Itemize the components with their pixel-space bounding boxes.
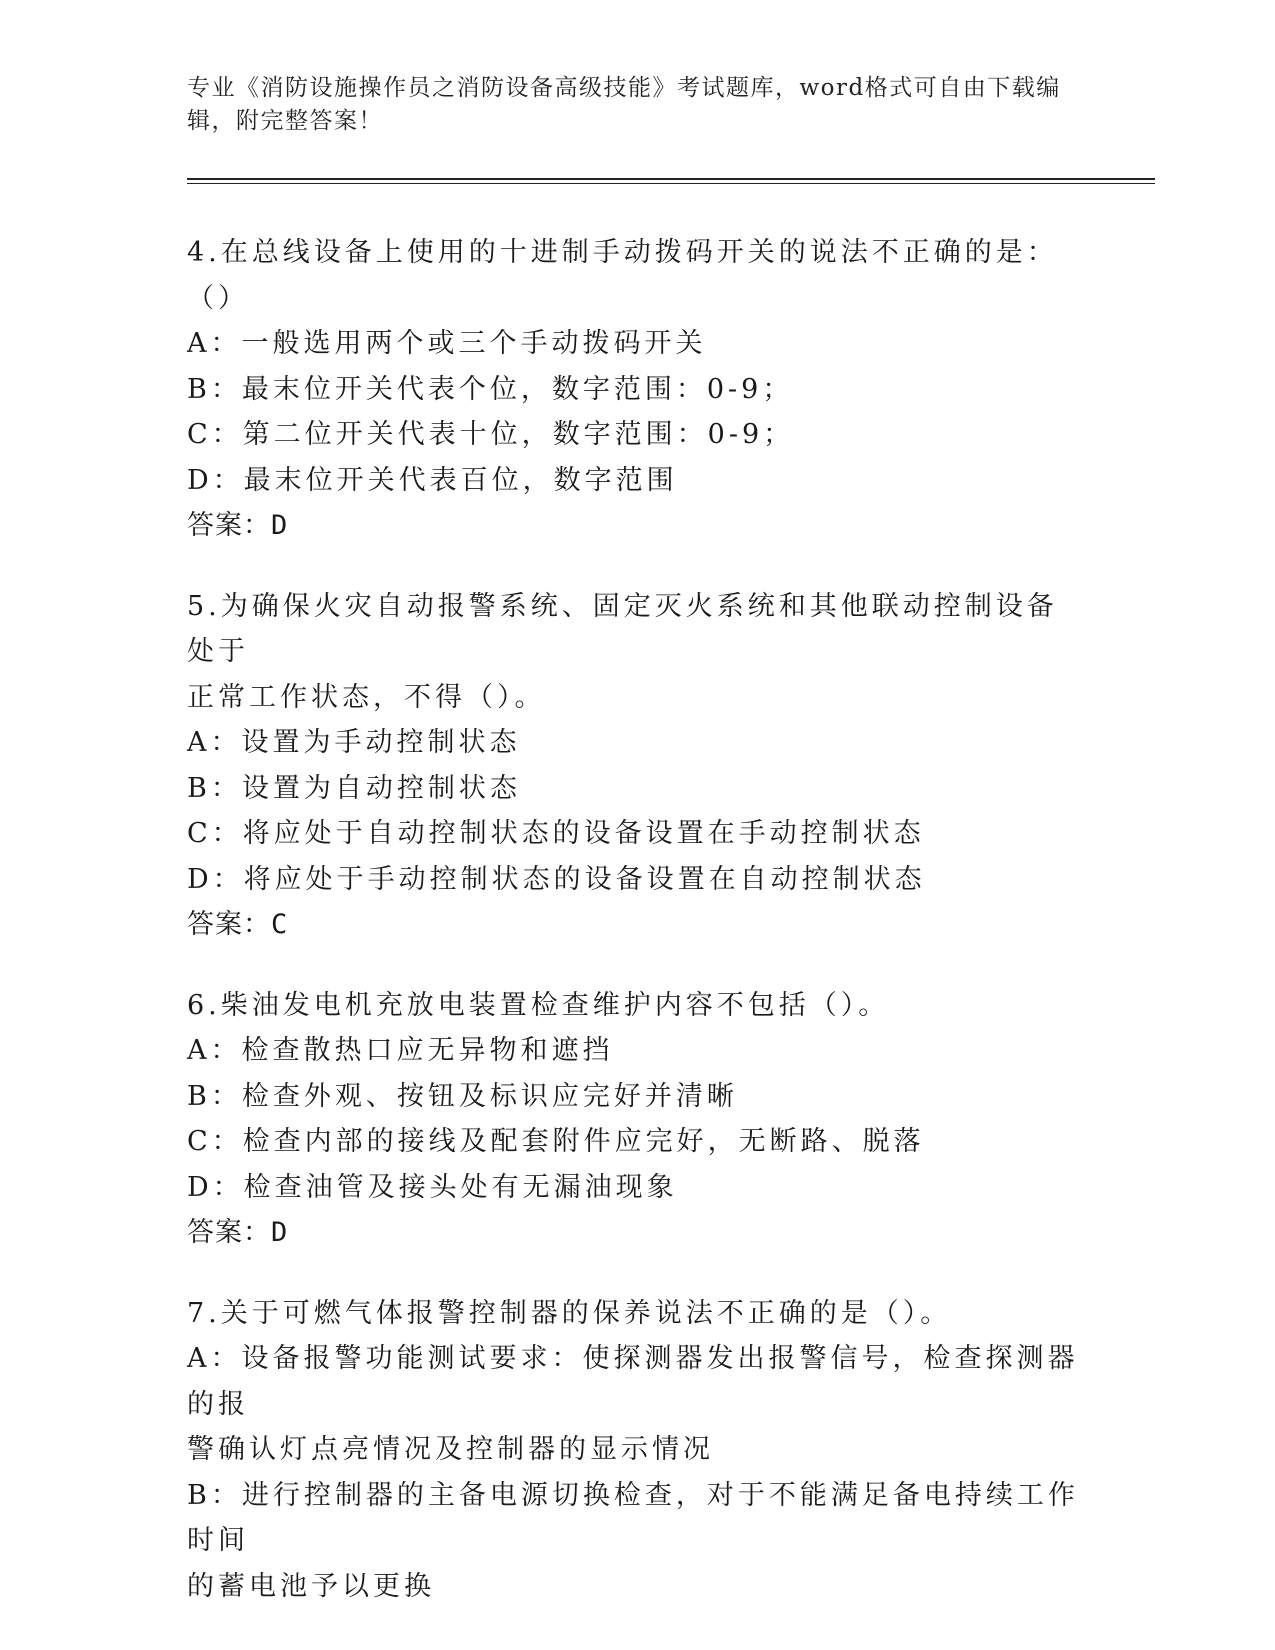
option-b-continued: 的蓄电池予以更换 [187,1570,435,1602]
option-c: C：检查内部的接线及配套附件应完好，无断路、脱落 [187,1126,925,1157]
question-6 [187,983,1087,1256]
question-5 [187,584,1087,948]
header-line-2: 辑，附完整答案！ [187,108,383,134]
question-stem: 4.在总线设备上使用的十进制手动拨码开关的说法不正确的是：（） [187,237,1058,314]
answer [187,503,1087,549]
question-stem: 6.柴油发电机充放电装置检查维护内容不包括（）。 [187,989,890,1021]
answer [187,902,1087,948]
option-a: A：检查散热口应无异物和遮挡 [187,1035,614,1066]
question-stem: 5.为确保火灾自动报警系统、固定灭火系统和其他联动控制设备处于 [187,590,1058,667]
option-a: A：设置为手动控制状态 [187,727,521,758]
answer [187,1210,1087,1256]
answer-value: D [271,1217,289,1248]
answer-value: C [271,909,289,940]
option-c: C：将应处于自动控制状态的设备设置在手动控制状态 [187,818,925,849]
option-b: B：最末位开关代表个位，数字范围：0-9； [187,373,794,405]
option-d: D：检查油管及接头处有无漏油现象 [187,1171,678,1203]
option-a: A：设备报警功能测试要求：使探测器发出报警信号，检查探测器的报 [187,1343,1079,1420]
document-header [187,72,1067,138]
answer-label: 答案： [187,1217,271,1248]
answer-label: 答案： [187,909,271,940]
header-line-1: 专业《消防设施操作员之消防设备高级技能》考试题库，word格式可自由下载编 [187,75,1061,101]
answer-value: D [271,510,289,541]
question-7 [187,1291,1087,1610]
option-a: A：一般选用两个或三个手动拨码开关 [187,328,707,359]
option-b: B：设置为自动控制状态 [187,772,521,804]
option-b: B：检查外观、按钮及标识应完好并清晰 [187,1080,738,1112]
option-d: D：最末位开关代表百位，数字范围 [187,464,678,496]
answer-label: 答案： [187,510,271,541]
option-a-continued: 警确认灯点亮情况及控制器的显示情况 [187,1434,714,1465]
question-4 [187,230,1087,549]
question-stem-continued: 正常工作状态，不得（）。 [187,681,546,713]
header-divider-thick [187,178,1155,180]
question-list [187,230,1087,1644]
question-stem: 7.关于可燃气体报警控制器的保养说法不正确的是（）。 [187,1297,952,1329]
option-d: D：将应处于手动控制状态的设备设置在自动控制状态 [187,863,926,895]
header-divider-thin [187,183,1155,184]
option-c: C：第二位开关代表十位，数字范围：0-9； [187,419,795,450]
option-b: B：进行控制器的主备电源切换检查，对于不能满足备电持续工作时间 [187,1479,1079,1556]
